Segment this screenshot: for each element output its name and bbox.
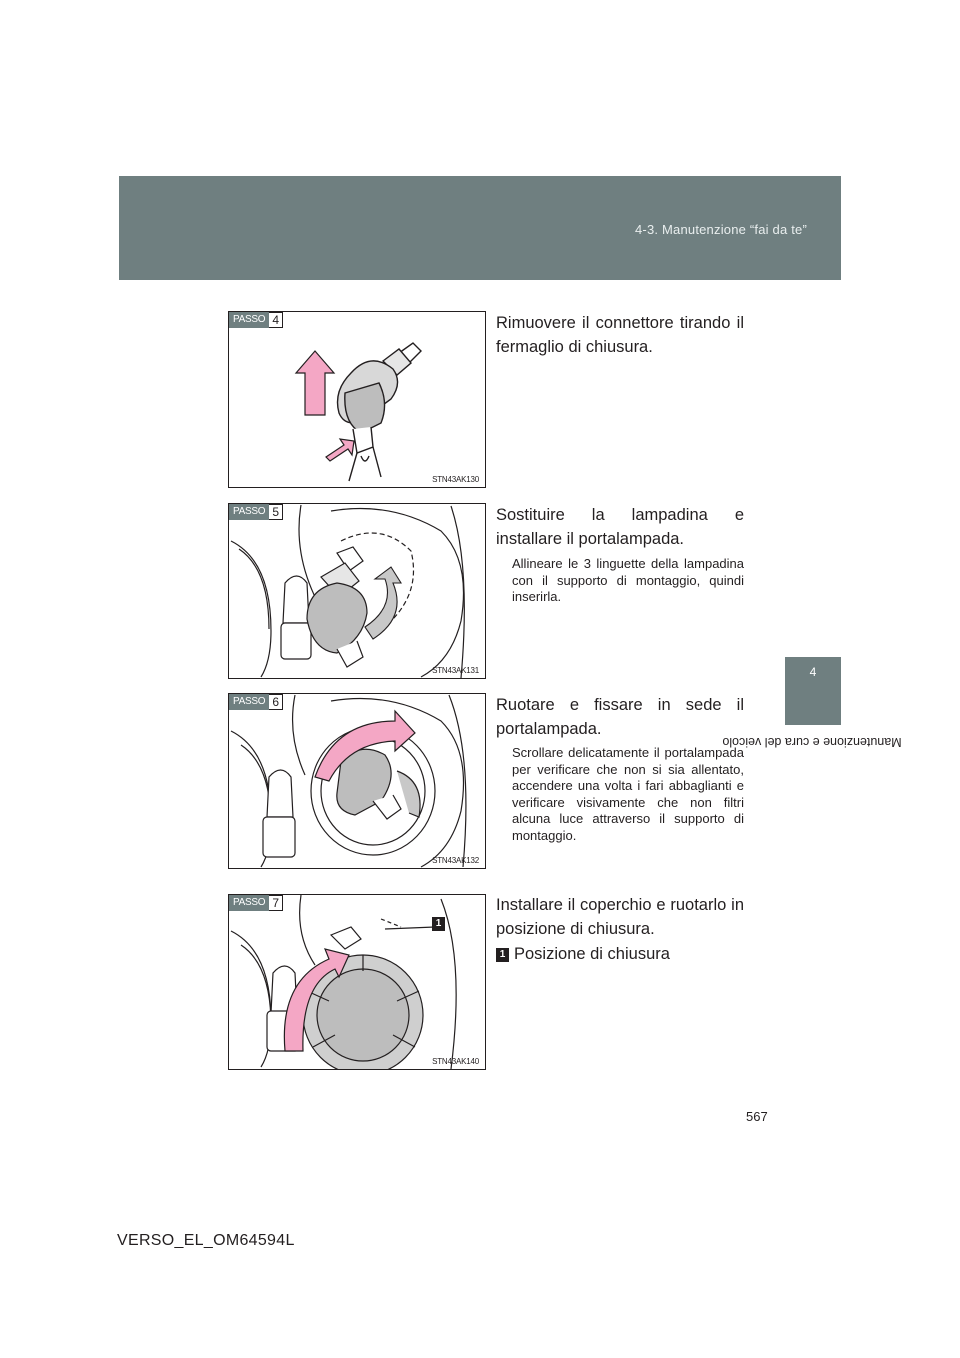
step-6-note: Scrollare delicatamente il portalampada per verificare che non si sia allentato, accendere una volta i fari abbaglianti e verificare visivamente che non filtri alcuna luce attraverso il supporto di montaggio. <box>512 745 744 843</box>
step-4-title: Rimuovere il connettore tirando il fermaglio di chiusura. <box>496 314 744 356</box>
step-label <box>229 694 283 710</box>
chapter-label: Manutenzione e cura del veicolo <box>722 735 902 749</box>
step-word: PASSO <box>229 895 269 911</box>
chapter-label-container <box>722 735 902 945</box>
section-header <box>119 176 841 280</box>
step-7-title: Installare il coperchio e ruotarlo in posizione di chiusura. <box>496 896 744 938</box>
step-word: PASSO <box>229 694 269 710</box>
legend-badge: 1 <box>496 948 509 962</box>
legend-text: Posizione di chiusura <box>514 945 670 963</box>
figure-code: STN43AK131 <box>432 666 479 675</box>
document-code: VERSO_EL_OM64594L <box>117 1232 295 1249</box>
figure-code: STN43AK132 <box>432 856 479 865</box>
figure-step-6 <box>228 693 486 869</box>
figure-step-7 <box>228 894 486 1070</box>
step-label <box>229 504 283 520</box>
callout-badge: 1 <box>432 917 445 931</box>
holder-rotate-illustration <box>229 694 485 868</box>
figure-step-5 <box>228 503 486 679</box>
step-number: 6 <box>269 694 283 710</box>
page-number: 567 <box>746 1109 768 1124</box>
step-number: 5 <box>269 504 283 520</box>
chapter-tab <box>785 657 841 725</box>
legend-item <box>496 945 670 964</box>
step-label <box>229 895 283 911</box>
cover-install-illustration <box>229 895 485 1069</box>
step-number: 7 <box>269 895 283 911</box>
bulb-connector-illustration <box>229 312 485 487</box>
figure-code: STN43AK140 <box>432 1057 479 1066</box>
bulb-install-illustration <box>229 504 485 678</box>
figure-step-4 <box>228 311 486 488</box>
section-title: 4-3. Manutenzione “fai da te” <box>634 222 807 237</box>
step-word: PASSO <box>229 312 269 328</box>
step-number: 4 <box>269 312 283 328</box>
step-5-note: Allineare le 3 linguette della lampadina con il supporto di montaggio, quindi inserirla. <box>512 556 744 604</box>
step-word: PASSO <box>229 504 269 520</box>
step-5-title: Sostituire la lampadina e installare il portalampada. <box>496 506 744 548</box>
step-label <box>229 312 283 328</box>
chapter-number: 4 <box>809 665 817 679</box>
figure-code: STN43AK130 <box>432 475 479 484</box>
step-6-title: Ruotare e fissare in sede il portalampada. <box>496 696 744 738</box>
